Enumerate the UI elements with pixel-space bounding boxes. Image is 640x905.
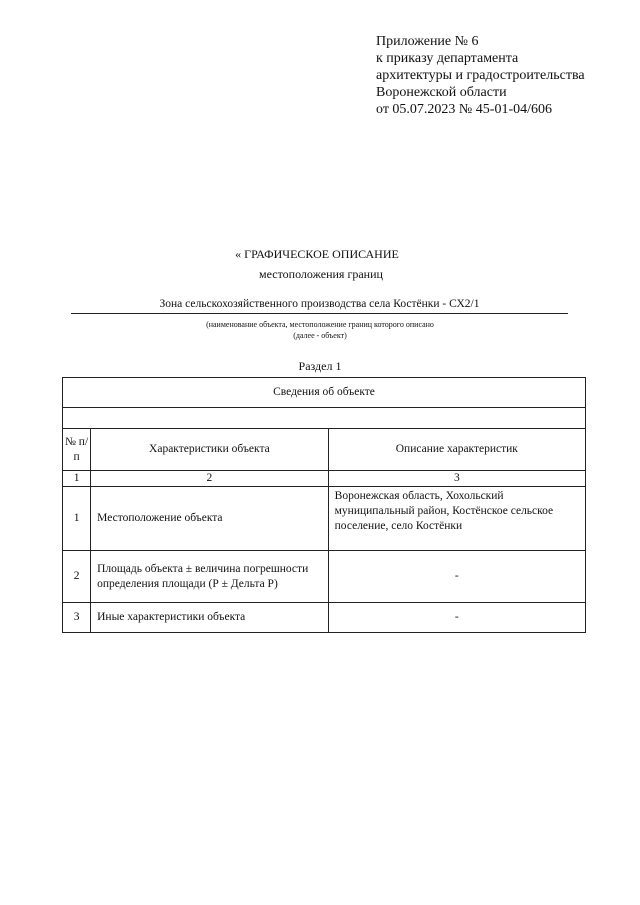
table-header: Сведения об объекте: [63, 378, 586, 408]
row-number: 1: [63, 487, 91, 551]
table-row: [63, 487, 586, 551]
row-description: -: [328, 603, 585, 633]
table-numbers-row: [63, 471, 586, 487]
table-spacer-cell: [63, 408, 586, 429]
row-characteristic: Иные характеристики объекта: [91, 603, 329, 633]
table-spacer-row: [63, 408, 586, 429]
appendix-line: от 05.07.2023 № 45-01-04/606: [376, 102, 553, 117]
column-number: 3: [328, 471, 585, 487]
title-line: « ГРАФИЧЕСКОЕ ОПИСАНИЕ: [235, 247, 399, 261]
row-number: 2: [63, 551, 91, 603]
row-characteristic: Местоположение объекта: [91, 487, 329, 551]
table-row: [63, 551, 586, 603]
row-number: 3: [63, 603, 91, 633]
title-line: местоположения границ: [259, 267, 383, 281]
appendix-line: к приказу департамента: [376, 51, 519, 66]
table-header-row: [63, 378, 586, 408]
column-number: 1: [63, 471, 91, 487]
column-number: 2: [91, 471, 329, 487]
caption-line: (наименование объекта, местоположение границ которого описано: [206, 320, 434, 329]
column-header-characteristic: Характеристики объекта: [91, 429, 329, 471]
column-header-description: Описание характеристик: [328, 429, 585, 471]
table-columns-row: [63, 429, 586, 471]
table-row: [63, 603, 586, 633]
appendix-line: Воронежской области: [376, 85, 507, 100]
row-description: -: [328, 551, 585, 603]
appendix-header: [376, 33, 585, 118]
appendix-line: архитектуры и градостроительства: [376, 68, 585, 83]
appendix-line: Приложение № 6: [376, 34, 479, 49]
section-title: Раздел 1: [298, 359, 342, 373]
document-title: [0, 247, 640, 281]
column-header-number: № п/п: [63, 429, 91, 471]
row-characteristic: Площадь объекта ± величина погрешности определения площади (Р ± Дельта Р): [91, 551, 329, 603]
object-caption: [0, 319, 640, 341]
caption-line: (далее - объект): [293, 331, 347, 340]
row-description: Воронежская область, Хохольский муниципальный район, Костёнское сельское поселение, село Костёнки: [328, 487, 585, 551]
object-name: Зона сельскохозяйственного производства села Костёнки - СХ2/1: [71, 298, 568, 314]
object-info-table: [62, 377, 586, 633]
